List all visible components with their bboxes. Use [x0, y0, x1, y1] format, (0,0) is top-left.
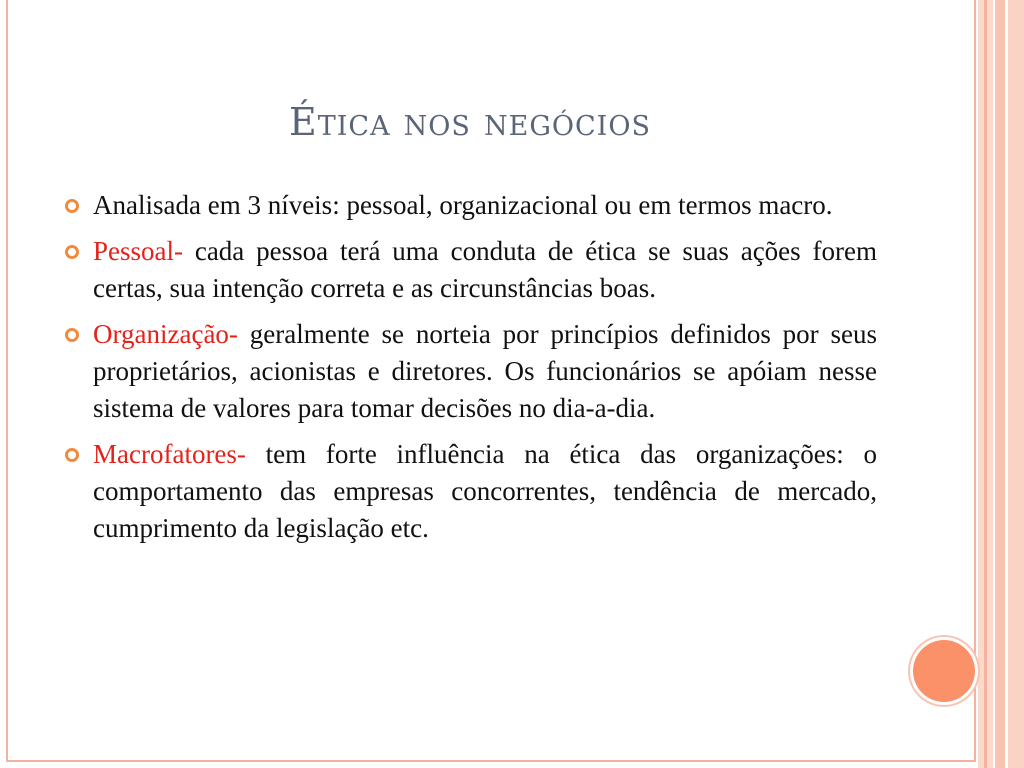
bullet-text: cada pessoa terá uma conduta de ética se suas ações forem certas, sua intenção correta e as circunstâncias boas. — [93, 236, 877, 303]
decorative-stripe — [995, 0, 1005, 768]
ring-bullet-icon — [65, 328, 79, 342]
bullet-term: Pessoal- — [93, 236, 183, 266]
bullet-term: Organização- — [93, 319, 238, 349]
decorative-stripe — [1008, 0, 1024, 768]
ring-bullet-icon — [65, 245, 79, 259]
bullet-list — [62, 187, 877, 556]
bullet-term: Macrofatores- — [93, 439, 246, 469]
bullet-text: tem forte influência na ética das organizações: o comportamento das empresas concorrentes, tendência de mercado, cumprimento da legislação etc. — [93, 439, 877, 543]
bullet-item — [62, 233, 877, 307]
bullet-text: geralmente se norteia por princípios definidos por seus proprietários, acionistas e diretores. Os funcionários se apóiam nesse sistema de valores para tomar decisões no dia-a-dia. — [93, 319, 877, 423]
bullet-item — [62, 436, 877, 547]
ring-bullet-icon — [65, 199, 79, 213]
slide-title: Ética nos negócios — [289, 100, 651, 144]
decorative-circle — [913, 640, 975, 702]
bullet-text: Analisada em 3 níveis: pessoal, organizacional ou em termos macro. — [93, 190, 833, 220]
ring-bullet-icon — [65, 448, 79, 462]
bullet-item — [62, 316, 877, 427]
bullet-item — [62, 187, 877, 224]
